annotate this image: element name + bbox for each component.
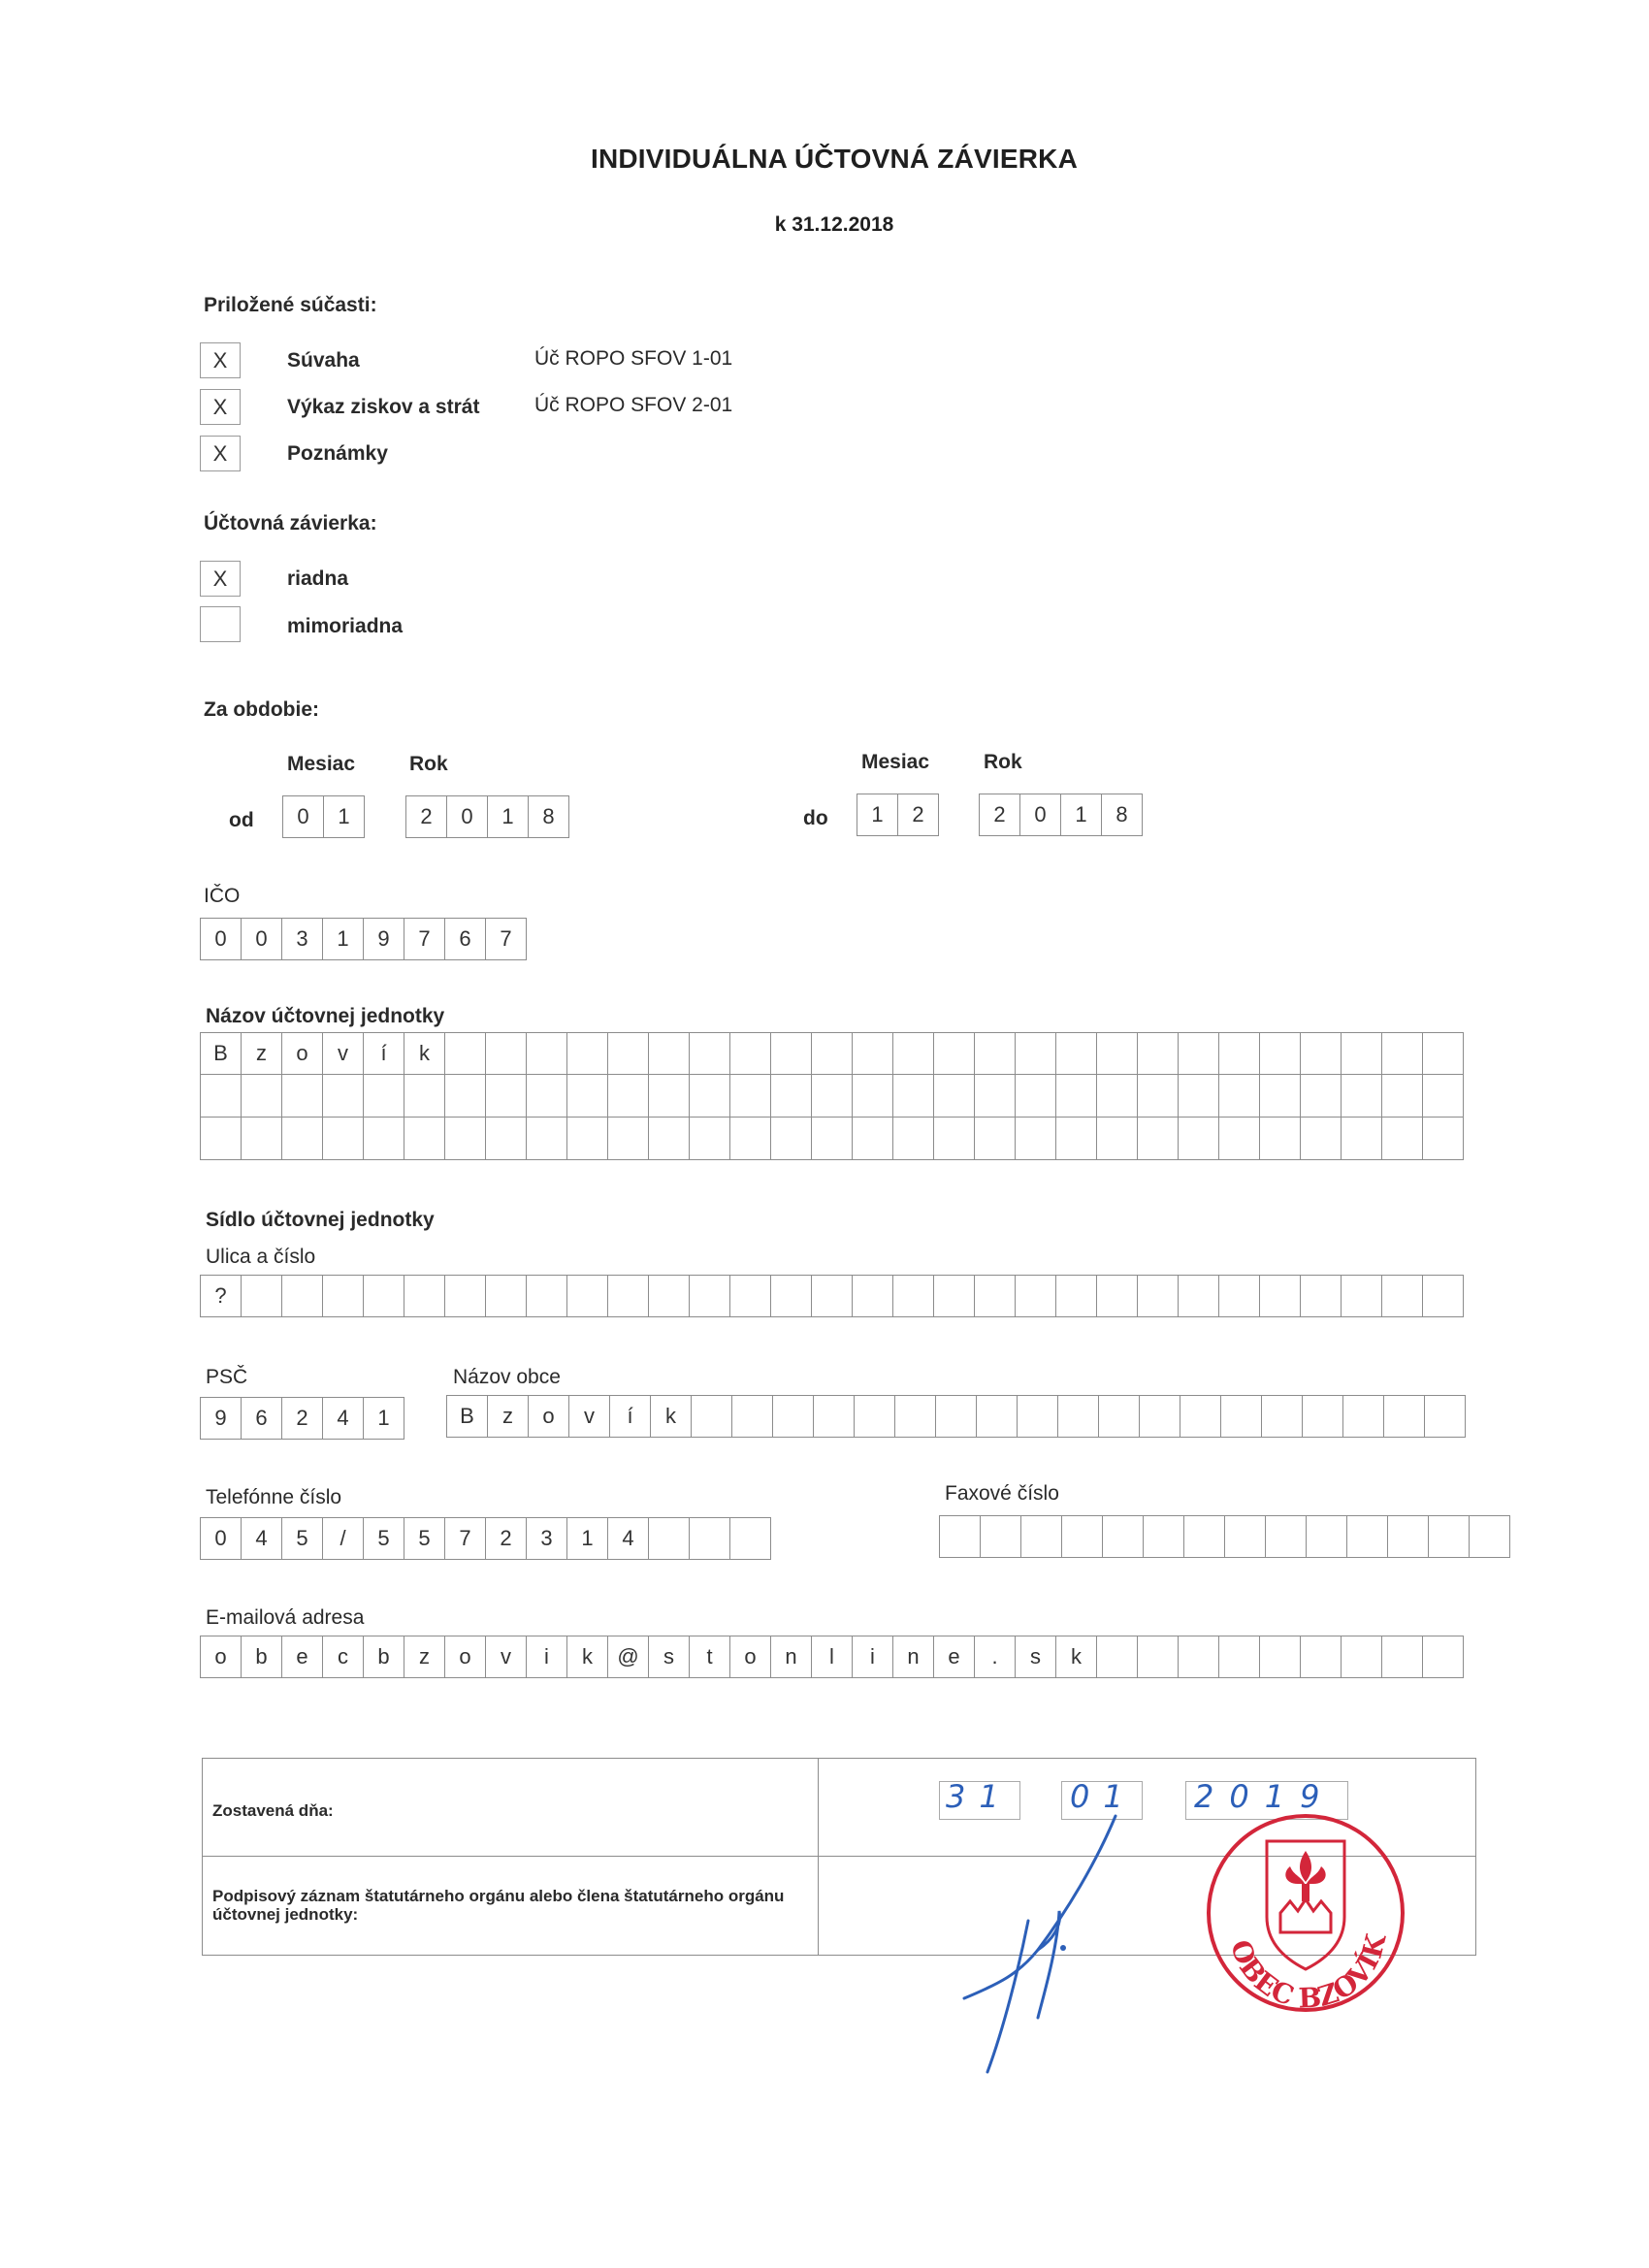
char-cell <box>771 1075 812 1118</box>
char-cell: ? <box>201 1275 242 1317</box>
char-cell <box>812 1032 853 1075</box>
char-cell <box>364 1075 404 1118</box>
char-cell: t <box>690 1636 730 1678</box>
ico-field[interactable] <box>200 918 527 960</box>
char-cell: s <box>649 1636 690 1678</box>
digit-cell: 7 <box>404 918 445 960</box>
char-cell: í <box>610 1395 651 1438</box>
char-cell: b <box>364 1636 404 1678</box>
char-cell <box>1097 1032 1138 1075</box>
char-cell <box>853 1118 893 1160</box>
char-cell <box>1097 1075 1138 1118</box>
digit-cell: 5 <box>404 1517 445 1560</box>
char-cell: i <box>853 1636 893 1678</box>
unit-name-label: Názov účtovnej jednotky <box>206 1005 445 1027</box>
digit-cell: 7 <box>486 918 527 960</box>
char-cell <box>893 1118 934 1160</box>
char-cell <box>1301 1275 1342 1317</box>
char-cell <box>282 1075 323 1118</box>
label-mimoriadna: mimoriadna <box>287 615 404 637</box>
signature-label: Podpisový záznam štatutárneho orgánu alebo člena štatutárneho orgánu účtovnej jednotky: <box>212 1887 785 1924</box>
char-cell <box>1138 1636 1179 1678</box>
char-cell <box>323 1075 364 1118</box>
digit-cell <box>1307 1515 1347 1558</box>
digit-cell: 2 <box>898 794 939 836</box>
char-cell <box>1301 1636 1342 1678</box>
digit-cell: 9 <box>201 1397 242 1440</box>
to-month-field[interactable] <box>857 794 939 836</box>
char-cell <box>1342 1118 1382 1160</box>
digit-cell: 1 <box>324 795 365 838</box>
char-cell: c <box>323 1636 364 1678</box>
char-cell <box>812 1118 853 1160</box>
char-cell: s <box>1016 1636 1056 1678</box>
char-cell <box>975 1032 1016 1075</box>
digit-cell <box>1347 1515 1388 1558</box>
char-cell <box>1423 1275 1464 1317</box>
char-cell: k <box>567 1636 608 1678</box>
from-label: od <box>229 809 254 831</box>
char-cell <box>1138 1032 1179 1075</box>
char-cell <box>855 1395 895 1438</box>
char-cell <box>649 1032 690 1075</box>
char-cell <box>1260 1118 1301 1160</box>
char-cell <box>1179 1636 1219 1678</box>
char-cell <box>1097 1275 1138 1317</box>
digit-cell: 1 <box>364 1397 404 1440</box>
char-cell <box>1219 1032 1260 1075</box>
date-day: 31 <box>946 1778 1013 1815</box>
digit-cell: 4 <box>242 1517 282 1560</box>
digit-cell <box>1429 1515 1470 1558</box>
char-cell: v <box>569 1395 610 1438</box>
char-cell <box>649 1275 690 1317</box>
char-cell <box>1342 1075 1382 1118</box>
digit-cell <box>1388 1515 1429 1558</box>
char-cell: v <box>486 1636 527 1678</box>
char-cell: o <box>529 1395 569 1438</box>
char-cell <box>1260 1032 1301 1075</box>
char-cell <box>608 1118 649 1160</box>
label-riadna: riadna <box>287 567 349 590</box>
digit-cell <box>1062 1515 1103 1558</box>
char-cell <box>1016 1118 1056 1160</box>
char-cell <box>1343 1395 1384 1438</box>
fax-label: Faxové číslo <box>945 1482 1059 1505</box>
char-cell <box>608 1075 649 1118</box>
char-cell <box>977 1395 1018 1438</box>
char-cell <box>1301 1118 1342 1160</box>
digit-cell: 9 <box>364 918 404 960</box>
char-cell <box>201 1075 242 1118</box>
from-year-field[interactable] <box>405 795 569 838</box>
digit-cell: 6 <box>242 1397 282 1440</box>
char-cell <box>608 1275 649 1317</box>
unit-name-row-2 <box>200 1075 1464 1118</box>
char-cell <box>934 1275 975 1317</box>
digit-cell <box>1470 1515 1510 1558</box>
char-cell <box>1342 1032 1382 1075</box>
char-cell <box>1423 1075 1464 1118</box>
digit-cell <box>1144 1515 1184 1558</box>
char-cell <box>1138 1275 1179 1317</box>
unit-name-field[interactable] <box>200 1032 1464 1160</box>
street-field[interactable] <box>200 1275 1464 1317</box>
digit-cell <box>730 1517 771 1560</box>
digit-cell: 8 <box>1102 794 1143 836</box>
char-cell <box>1382 1636 1423 1678</box>
char-cell <box>1301 1075 1342 1118</box>
char-cell <box>567 1275 608 1317</box>
char-cell <box>730 1075 771 1118</box>
char-cell <box>893 1275 934 1317</box>
digit-cell <box>1021 1515 1062 1558</box>
char-cell <box>771 1275 812 1317</box>
char-cell <box>1179 1118 1219 1160</box>
town-field[interactable] <box>446 1395 1466 1438</box>
digit-cell: 2 <box>406 795 447 838</box>
char-cell <box>445 1118 486 1160</box>
char-cell <box>1260 1636 1301 1678</box>
char-cell <box>1260 1275 1301 1317</box>
char-cell <box>527 1275 567 1317</box>
char-cell <box>1425 1395 1466 1438</box>
char-cell: o <box>201 1636 242 1678</box>
char-cell <box>1097 1636 1138 1678</box>
char-cell <box>1382 1032 1423 1075</box>
char-cell <box>1219 1636 1260 1678</box>
digit-cell: 5 <box>364 1517 404 1560</box>
char-cell <box>242 1275 282 1317</box>
char-cell <box>812 1075 853 1118</box>
char-cell <box>1097 1118 1138 1160</box>
psc-field[interactable] <box>200 1397 404 1440</box>
char-cell <box>445 1032 486 1075</box>
digit-cell: 0 <box>242 918 282 960</box>
stamp-text: OBEC BZOVÍK <box>1223 1930 1393 2015</box>
char-cell <box>527 1075 567 1118</box>
char-cell <box>486 1275 527 1317</box>
char-cell: l <box>812 1636 853 1678</box>
char-cell: o <box>282 1032 323 1075</box>
char-cell <box>1140 1395 1180 1438</box>
char-cell <box>1219 1075 1260 1118</box>
code-suvaha: Úč ROPO SFOV 1-01 <box>534 347 733 370</box>
char-cell <box>242 1118 282 1160</box>
char-cell <box>608 1032 649 1075</box>
char-cell <box>895 1395 936 1438</box>
char-cell <box>730 1118 771 1160</box>
char-cell: k <box>651 1395 692 1438</box>
digit-cell: 0 <box>201 1517 242 1560</box>
char-cell <box>404 1075 445 1118</box>
char-cell <box>486 1032 527 1075</box>
char-cell <box>934 1118 975 1160</box>
digit-cell <box>1266 1515 1307 1558</box>
from-year-label: Rok <box>409 753 448 775</box>
char-cell <box>527 1118 567 1160</box>
char-cell <box>936 1395 977 1438</box>
date-month: 01 <box>1070 1778 1137 1815</box>
char-cell <box>1301 1032 1342 1075</box>
char-cell <box>201 1118 242 1160</box>
char-cell <box>975 1118 1016 1160</box>
char-cell: í <box>364 1032 404 1075</box>
char-cell: . <box>975 1636 1016 1678</box>
checkbox-mimoriadna[interactable] <box>200 606 241 642</box>
char-cell <box>1056 1118 1097 1160</box>
digit-cell: 4 <box>608 1517 649 1560</box>
checkbox-vykaz[interactable]: X <box>200 389 241 425</box>
char-cell <box>282 1275 323 1317</box>
char-cell <box>690 1118 730 1160</box>
closure-heading: Účtovná závierka: <box>204 512 377 535</box>
digit-cell: 0 <box>283 795 324 838</box>
digit-cell: 1 <box>857 794 898 836</box>
char-cell: e <box>282 1636 323 1678</box>
char-cell <box>690 1275 730 1317</box>
char-cell <box>812 1275 853 1317</box>
char-cell <box>445 1075 486 1118</box>
digit-cell: 1 <box>488 795 529 838</box>
char-cell <box>1382 1275 1423 1317</box>
char-cell: n <box>893 1636 934 1678</box>
seat-heading: Sídlo účtovnej jednotky <box>206 1209 435 1231</box>
char-cell <box>1016 1275 1056 1317</box>
char-cell: e <box>934 1636 975 1678</box>
to-month-label: Mesiac <box>861 751 930 773</box>
to-year-field[interactable] <box>979 794 1143 836</box>
char-cell <box>853 1032 893 1075</box>
char-cell: v <box>323 1032 364 1075</box>
char-cell <box>730 1275 771 1317</box>
char-cell <box>1099 1395 1140 1438</box>
char-cell <box>771 1032 812 1075</box>
code-vykaz: Úč ROPO SFOV 2-01 <box>534 394 733 416</box>
digit-cell <box>1184 1515 1225 1558</box>
char-cell <box>323 1275 364 1317</box>
digit-cell: 1 <box>323 918 364 960</box>
char-cell <box>771 1118 812 1160</box>
char-cell <box>242 1075 282 1118</box>
char-cell <box>1179 1075 1219 1118</box>
digit-cell <box>1103 1515 1144 1558</box>
psc-label: PSČ <box>206 1366 248 1388</box>
document-date: k 31.12.2018 <box>774 213 894 236</box>
char-cell: i <box>527 1636 567 1678</box>
char-cell <box>730 1032 771 1075</box>
document-title: INDIVIDUÁLNA ÚČTOVNÁ ZÁVIERKA <box>590 144 1079 174</box>
char-cell: z <box>404 1636 445 1678</box>
email-label: E-mailová adresa <box>206 1606 365 1629</box>
char-cell <box>1342 1636 1382 1678</box>
char-cell <box>975 1275 1016 1317</box>
char-cell <box>934 1075 975 1118</box>
char-cell <box>773 1395 814 1438</box>
signature-scribble <box>960 1804 1154 2086</box>
from-month-label: Mesiac <box>287 753 356 775</box>
from-month-field[interactable] <box>282 795 365 838</box>
ico-label: IČO <box>204 885 241 907</box>
char-cell <box>1219 1118 1260 1160</box>
char-cell <box>445 1275 486 1317</box>
digit-cell <box>649 1517 690 1560</box>
compiled-label: Zostavená dňa: <box>212 1801 334 1820</box>
char-cell: n <box>771 1636 812 1678</box>
char-cell <box>1016 1075 1056 1118</box>
char-cell <box>527 1032 567 1075</box>
char-cell <box>364 1275 404 1317</box>
char-cell <box>1382 1075 1423 1118</box>
char-cell <box>567 1075 608 1118</box>
char-cell <box>282 1118 323 1160</box>
unit-name-row-1 <box>200 1032 1464 1075</box>
char-cell <box>567 1118 608 1160</box>
digit-cell: 2 <box>282 1397 323 1440</box>
char-cell <box>975 1075 1016 1118</box>
street-label: Ulica a číslo <box>206 1246 316 1268</box>
digit-cell: 0 <box>447 795 488 838</box>
char-cell <box>1342 1275 1382 1317</box>
char-cell: o <box>445 1636 486 1678</box>
char-cell <box>486 1075 527 1118</box>
town-label: Názov obce <box>453 1366 561 1388</box>
fax-field[interactable] <box>939 1515 1510 1558</box>
char-cell: B <box>447 1395 488 1438</box>
char-cell <box>853 1075 893 1118</box>
to-year-label: Rok <box>984 751 1022 773</box>
municipal-stamp <box>1201 1808 1410 2018</box>
digit-cell: 0 <box>1020 794 1061 836</box>
digit-cell: 3 <box>282 918 323 960</box>
char-cell <box>404 1118 445 1160</box>
char-cell <box>1179 1275 1219 1317</box>
digit-cell <box>940 1515 981 1558</box>
char-cell <box>1423 1032 1464 1075</box>
phone-label: Telefónne číslo <box>206 1486 342 1508</box>
char-cell <box>1423 1636 1464 1678</box>
checkbox-poznamky[interactable]: X <box>200 436 241 471</box>
char-cell <box>1056 1075 1097 1118</box>
digit-cell: 1 <box>567 1517 608 1560</box>
char-cell: z <box>488 1395 529 1438</box>
digit-cell <box>690 1517 730 1560</box>
digit-cell: 8 <box>529 795 569 838</box>
char-cell <box>1382 1118 1423 1160</box>
char-cell <box>1016 1032 1056 1075</box>
char-cell <box>567 1032 608 1075</box>
digit-cell: 3 <box>527 1517 567 1560</box>
label-suvaha: Súvaha <box>287 349 360 372</box>
char-cell <box>1423 1118 1464 1160</box>
char-cell <box>814 1395 855 1438</box>
date-year: 2019 <box>1194 1778 1336 1815</box>
digit-cell: 5 <box>282 1517 323 1560</box>
digit-cell: 0 <box>201 918 242 960</box>
char-cell <box>1260 1075 1301 1118</box>
char-cell <box>1056 1032 1097 1075</box>
char-cell <box>1056 1275 1097 1317</box>
char-cell <box>690 1032 730 1075</box>
char-cell <box>1179 1032 1219 1075</box>
digit-cell: 2 <box>486 1517 527 1560</box>
char-cell <box>1180 1395 1221 1438</box>
char-cell <box>690 1075 730 1118</box>
char-cell <box>1262 1395 1303 1438</box>
char-cell <box>1384 1395 1425 1438</box>
char-cell <box>649 1118 690 1160</box>
char-cell: z <box>242 1032 282 1075</box>
char-cell <box>486 1118 527 1160</box>
checkbox-riadna[interactable]: X <box>200 561 241 597</box>
char-cell <box>1058 1395 1099 1438</box>
char-cell <box>1221 1395 1262 1438</box>
digit-cell: 6 <box>445 918 486 960</box>
unit-name-row-3 <box>200 1118 1464 1160</box>
char-cell <box>323 1118 364 1160</box>
char-cell: @ <box>608 1636 649 1678</box>
footer-divider-v <box>818 1759 819 1955</box>
digit-cell <box>981 1515 1021 1558</box>
char-cell <box>853 1275 893 1317</box>
char-cell <box>893 1075 934 1118</box>
to-label: do <box>803 807 828 829</box>
label-vykaz: Výkaz ziskov a strát <box>287 396 480 418</box>
char-cell: b <box>242 1636 282 1678</box>
digit-cell: 7 <box>445 1517 486 1560</box>
checkbox-suvaha[interactable]: X <box>200 342 241 378</box>
char-cell <box>692 1395 732 1438</box>
label-poznamky: Poznámky <box>287 442 388 465</box>
char-cell <box>404 1275 445 1317</box>
char-cell <box>732 1395 773 1438</box>
attachments-heading: Priložené súčasti: <box>204 294 377 316</box>
char-cell <box>1138 1118 1179 1160</box>
char-cell <box>934 1032 975 1075</box>
digit-cell: 2 <box>980 794 1020 836</box>
period-heading: Za obdobie: <box>204 698 319 721</box>
char-cell <box>364 1118 404 1160</box>
digit-cell: 1 <box>1061 794 1102 836</box>
phone-field[interactable] <box>200 1517 771 1560</box>
digit-cell: / <box>323 1517 364 1560</box>
digit-cell <box>1225 1515 1266 1558</box>
char-cell <box>649 1075 690 1118</box>
char-cell <box>1138 1075 1179 1118</box>
char-cell: B <box>201 1032 242 1075</box>
email-field[interactable] <box>200 1636 1464 1678</box>
char-cell <box>1219 1275 1260 1317</box>
char-cell: k <box>1056 1636 1097 1678</box>
char-cell <box>893 1032 934 1075</box>
char-cell: o <box>730 1636 771 1678</box>
char-cell <box>1018 1395 1058 1438</box>
digit-cell: 4 <box>323 1397 364 1440</box>
char-cell: k <box>404 1032 445 1075</box>
char-cell <box>1303 1395 1343 1438</box>
